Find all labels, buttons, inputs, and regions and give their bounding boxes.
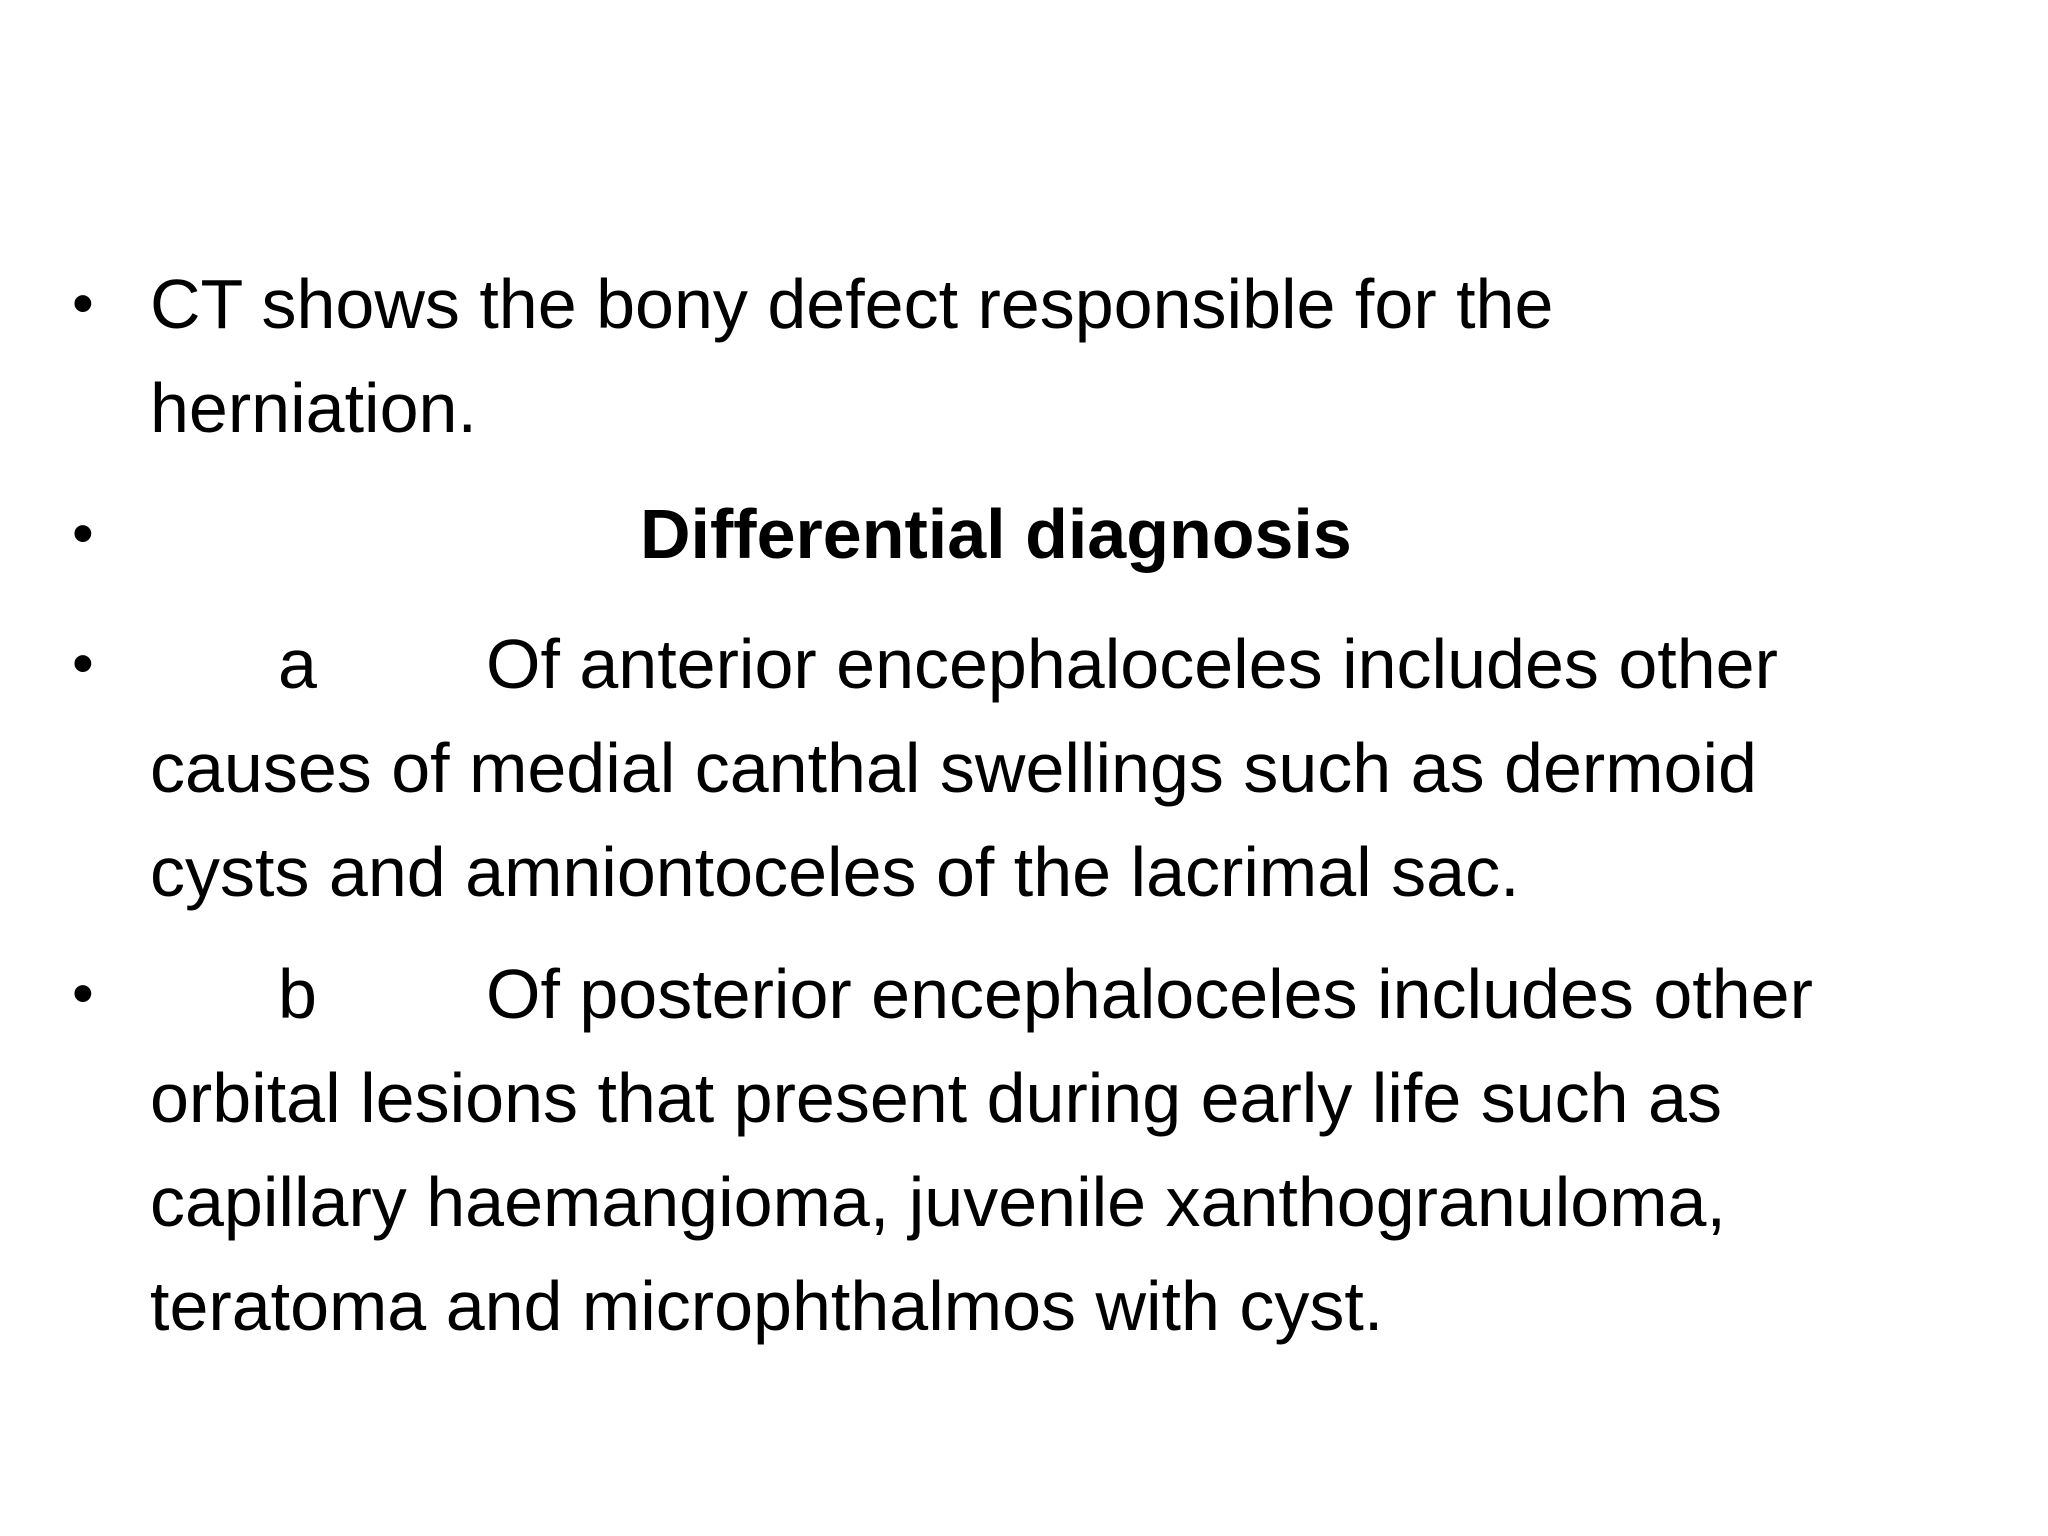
item-first-text: Of anterior encephaloceles includes other xyxy=(486,625,1778,703)
bullet-glyph: • xyxy=(72,499,94,568)
text-line: causes of medial canthal swellings such as dermoid xyxy=(150,729,1757,807)
text-line-first xyxy=(150,612,2030,716)
text-line-first xyxy=(150,942,2030,1046)
item-marker: a xyxy=(278,625,317,703)
text-line: teratoma and microphthalmos with cyst. xyxy=(150,1267,1384,1345)
item-first-text: Of posterior encephaloceles includes other xyxy=(486,955,1813,1033)
text-line: herniation. xyxy=(150,369,477,447)
text-line: orbital lesions that present during early life such as xyxy=(150,1059,1722,1137)
text-line: capillary haemangioma, juvenile xanthogranuloma, xyxy=(150,1163,1726,1241)
bullet-glyph: • xyxy=(72,269,94,338)
bullet-glyph: • xyxy=(72,959,94,1028)
text-line: cysts and amniontoceles of the lacrimal sac. xyxy=(150,833,1520,911)
bullet-text xyxy=(150,942,2030,1358)
item-marker: b xyxy=(278,955,317,1033)
bullet-glyph: • xyxy=(72,629,94,698)
bullet-text xyxy=(150,612,2030,924)
section-heading: Differential diagnosis xyxy=(640,495,1352,573)
text-line: CT shows the bony defect responsible for the xyxy=(150,265,1554,343)
bullet-text xyxy=(150,252,2030,460)
